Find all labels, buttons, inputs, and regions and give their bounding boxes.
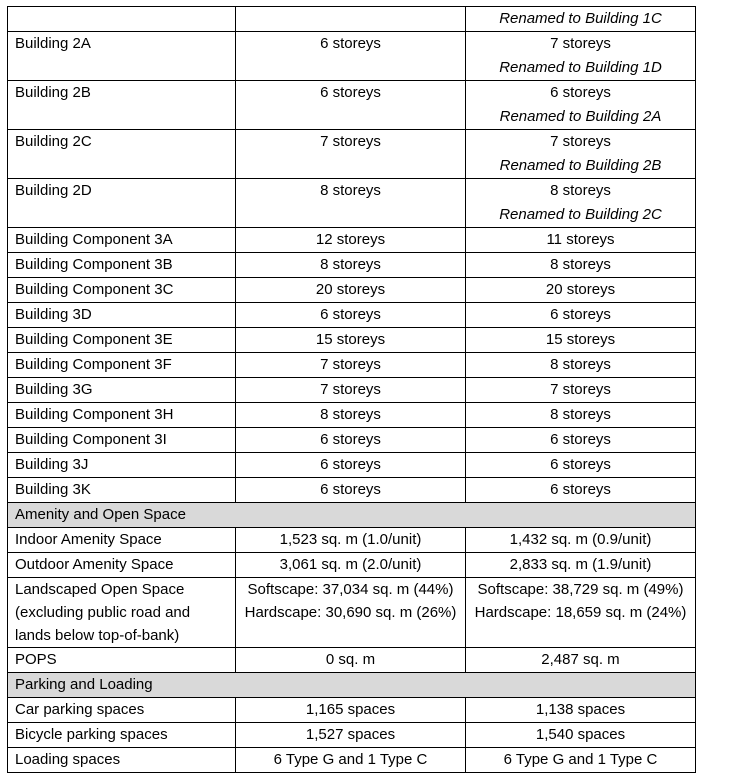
revised-value: 20 storeys <box>466 278 696 303</box>
table-row <box>8 748 696 773</box>
original-value: 15 storeys <box>236 328 466 353</box>
row-label: Building Component 3C <box>8 278 236 303</box>
softscape-value: Softscape: 37,034 sq. m (44%) <box>247 581 454 598</box>
table-row <box>8 353 696 378</box>
original-value: 20 storeys <box>236 278 466 303</box>
revised-value: 1,540 spaces <box>466 723 696 748</box>
row-label: Building 2B <box>8 81 236 130</box>
original-value <box>236 7 466 32</box>
revised-value: 6 Type G and 1 Type C <box>466 748 696 773</box>
row-label: Outdoor Amenity Space <box>8 553 236 578</box>
revised-value <box>466 7 696 32</box>
row-label: Building 2A <box>8 32 236 81</box>
table-row <box>8 723 696 748</box>
row-label: Landscaped Open Space (excluding public road and lands below top-of-bank) <box>8 578 236 648</box>
revised-value: 6 storeys <box>466 428 696 453</box>
original-value: 6 storeys <box>236 453 466 478</box>
revised-value <box>466 130 696 179</box>
revised-value: 6 storeys <box>466 453 696 478</box>
table-row <box>8 303 696 328</box>
revised-value: 6 storeys <box>466 478 696 503</box>
table-row <box>8 648 696 673</box>
original-value: 8 storeys <box>236 179 466 228</box>
table-row <box>8 478 696 503</box>
row-label: Loading spaces <box>8 748 236 773</box>
renamed-note: Renamed to Building 2A <box>499 108 662 125</box>
row-label: Indoor Amenity Space <box>8 528 236 553</box>
table-row <box>8 81 696 130</box>
hardscape-value: Hardscape: 30,690 sq. m (26%) <box>244 604 457 621</box>
section-header-row <box>8 673 696 698</box>
row-label: Building 3J <box>8 453 236 478</box>
section-header-row <box>8 503 696 528</box>
row-label: Building Component 3I <box>8 428 236 453</box>
original-value: 12 storeys <box>236 228 466 253</box>
revised-value: 1,138 spaces <box>466 698 696 723</box>
table-row <box>8 253 696 278</box>
table-row <box>8 403 696 428</box>
row-label: Building Component 3H <box>8 403 236 428</box>
revised-storeys: 6 storeys <box>550 84 611 101</box>
original-value: 7 storeys <box>236 353 466 378</box>
row-label: Building 3G <box>8 378 236 403</box>
revised-value <box>466 81 696 130</box>
row-label: Bicycle parking spaces <box>8 723 236 748</box>
section-title: Amenity and Open Space <box>8 503 696 528</box>
original-value: 6 storeys <box>236 428 466 453</box>
row-label: Building 3K <box>8 478 236 503</box>
row-label: Building 2D <box>8 179 236 228</box>
original-value: 8 storeys <box>236 253 466 278</box>
revised-value: 11 storeys <box>466 228 696 253</box>
revised-value: 2,833 sq. m (1.9/unit) <box>466 553 696 578</box>
table-row <box>8 528 696 553</box>
row-label: Building Component 3A <box>8 228 236 253</box>
table-row <box>8 578 696 648</box>
revised-value <box>466 578 696 648</box>
row-label: Building Component 3B <box>8 253 236 278</box>
row-label: POPS <box>8 648 236 673</box>
original-value: 6 storeys <box>236 478 466 503</box>
table-row <box>8 130 696 179</box>
table-row <box>8 328 696 353</box>
softscape-value: Softscape: 38,729 sq. m (49%) <box>477 581 684 598</box>
original-value: 1,527 spaces <box>236 723 466 748</box>
original-value <box>236 578 466 648</box>
revised-value: 8 storeys <box>466 353 696 378</box>
revised-value: 2,487 sq. m <box>466 648 696 673</box>
revised-storeys: 7 storeys <box>550 35 611 52</box>
original-value: 6 storeys <box>236 32 466 81</box>
revised-value: 6 storeys <box>466 303 696 328</box>
row-label: Building Component 3E <box>8 328 236 353</box>
table-row <box>8 698 696 723</box>
table-row <box>8 228 696 253</box>
original-value: 1,165 spaces <box>236 698 466 723</box>
original-value: 6 storeys <box>236 303 466 328</box>
revised-value <box>466 179 696 228</box>
revised-value: 15 storeys <box>466 328 696 353</box>
renamed-note: Renamed to Building 1D <box>499 59 662 76</box>
row-label <box>8 7 236 32</box>
hardscape-value: Hardscape: 18,659 sq. m (24%) <box>474 604 687 621</box>
renamed-note: Renamed to Building 2C <box>499 206 662 223</box>
revised-value: 8 storeys <box>466 253 696 278</box>
table-row <box>8 378 696 403</box>
table-row <box>8 453 696 478</box>
table-row <box>8 7 696 32</box>
original-value: 6 Type G and 1 Type C <box>236 748 466 773</box>
original-value: 8 storeys <box>236 403 466 428</box>
revised-storeys: 8 storeys <box>550 182 611 199</box>
section-title: Parking and Loading <box>8 673 696 698</box>
original-value: 7 storeys <box>236 130 466 179</box>
row-label: Building Component 3F <box>8 353 236 378</box>
revised-value: 7 storeys <box>466 378 696 403</box>
revised-storeys: 7 storeys <box>550 133 611 150</box>
original-value: 0 sq. m <box>236 648 466 673</box>
revised-value: 8 storeys <box>466 403 696 428</box>
table-row <box>8 179 696 228</box>
original-value: 6 storeys <box>236 81 466 130</box>
original-value: 3,061 sq. m (2.0/unit) <box>236 553 466 578</box>
renamed-note: Renamed to Building 2B <box>499 157 662 174</box>
table-row <box>8 553 696 578</box>
statistics-table <box>7 6 696 773</box>
row-label: Building 2C <box>8 130 236 179</box>
revised-value: 1,432 sq. m (0.9/unit) <box>466 528 696 553</box>
table-row <box>8 428 696 453</box>
row-label: Building 3D <box>8 303 236 328</box>
original-value: 7 storeys <box>236 378 466 403</box>
original-value: 1,523 sq. m (1.0/unit) <box>236 528 466 553</box>
renamed-note: Renamed to Building 1C <box>499 10 662 27</box>
revised-value <box>466 32 696 81</box>
table-row <box>8 32 696 81</box>
table-row <box>8 278 696 303</box>
row-label: Car parking spaces <box>8 698 236 723</box>
